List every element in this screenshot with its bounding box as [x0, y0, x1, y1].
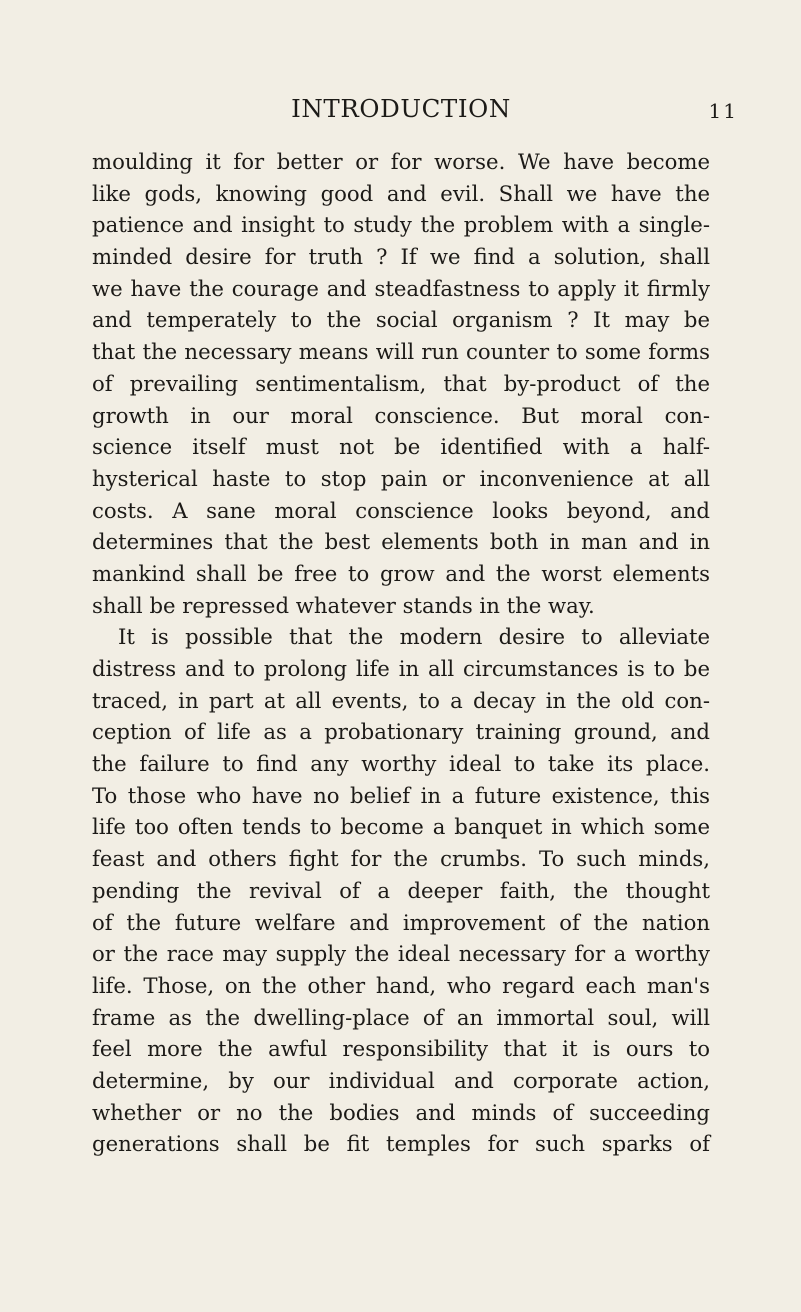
text-line: minded desire for truth ? If we find a solution, shall: [92, 244, 710, 270]
text-line: that the necessary means will run counter to some forms: [92, 339, 710, 365]
text-line: the failure to find any worthy ideal to take its place.: [92, 751, 710, 777]
text-line: costs. A sane moral conscience looks beyond, and: [92, 497, 710, 523]
text-line: and temperately to the social organism ? It may be: [92, 307, 710, 333]
text-line: traced, in part at all events, to a decay in the old con-: [92, 687, 710, 713]
text-line: or the race may supply the ideal necessary for a worthy: [92, 941, 710, 967]
text-line: generations shall be fit temples for such sparks of: [92, 1131, 710, 1157]
running-title: INTRODUCTION: [291, 94, 511, 123]
text-line: pending the revival of a deeper faith, the thought: [92, 877, 710, 903]
text-line: life too often tends to become a banquet in which some: [92, 814, 710, 840]
text-line: ception of life as a probationary training ground, and: [92, 719, 710, 745]
text-line: like gods, knowing good and evil. Shall we have the: [92, 180, 710, 206]
text-line: frame as the dwelling-place of an immortal soul, will: [92, 1004, 710, 1030]
text-line: of the future welfare and improvement of the nation: [92, 909, 710, 935]
running-head: [92, 93, 738, 129]
text-line: science itself must not be identified with a half-: [92, 434, 710, 460]
paragraph-start-line: It is possible that the modern desire to alleviate: [118, 624, 710, 650]
text-line: patience and insight to study the problem with a single-: [92, 212, 710, 238]
text-line: whether or no the bodies and minds of succeeding: [92, 1099, 710, 1125]
paragraph-end-line: shall be repressed whatever stands in the way.: [92, 592, 595, 618]
text-line: To those who have no belief in a future existence, this: [92, 782, 710, 808]
text-line: feast and others fight for the crumbs. To such minds,: [92, 846, 710, 872]
text-line: life. Those, on the other hand, who regard each man's: [92, 972, 710, 998]
text-line: we have the courage and steadfastness to apply it firmly: [92, 275, 710, 301]
page-number: 11: [708, 99, 738, 123]
text-line: moulding it for better or for worse. We have become: [92, 149, 710, 174]
text-line: determines that the best elements both in man and in: [92, 529, 710, 555]
text-line: determine, by our individual and corporate action,: [92, 1067, 710, 1093]
text-line: mankind shall be free to grow and the worst elements: [92, 560, 710, 586]
text-line: distress and to prolong life in all circumstances is to be: [92, 656, 710, 681]
text-line: of prevailing sentimentalism, that by-product of the: [92, 370, 710, 396]
body-text: [92, 146, 710, 1160]
text-line: growth in our moral conscience. But moral con-: [92, 402, 710, 428]
text-line: hysterical haste to stop pain or inconvenience at all: [92, 465, 710, 491]
text-line: feel more the awful responsibility that it is ours to: [92, 1036, 710, 1062]
